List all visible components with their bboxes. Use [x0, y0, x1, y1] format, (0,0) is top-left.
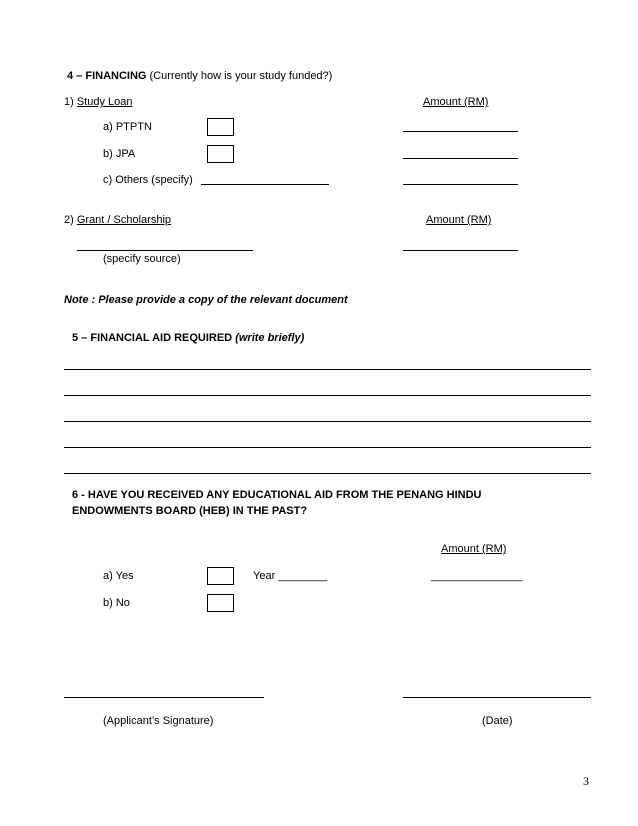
section6-amount-rm-header: Amount (RM) [441, 543, 507, 555]
grant-number: 2) [64, 214, 77, 226]
section4-heading [67, 70, 332, 83]
financial-aid-line-2[interactable] [64, 395, 591, 396]
yes-checkbox[interactable] [207, 567, 234, 585]
grant-source-field[interactable] [77, 250, 253, 251]
others-amount-field[interactable] [403, 184, 518, 185]
relevant-document-note: Note : Please provide a copy of the relevant document [64, 294, 348, 306]
study-loan-number: 1) [64, 96, 77, 108]
ptptn-label: a) PTPTN [103, 121, 152, 133]
financial-aid-line-4[interactable] [64, 447, 591, 448]
amount-rm-header-2: Amount (RM) [426, 214, 492, 226]
date-label: (Date) [482, 715, 513, 727]
jpa-checkbox[interactable] [207, 145, 234, 163]
page-number: 3 [583, 774, 589, 788]
no-checkbox[interactable] [207, 594, 234, 612]
financial-aid-line-5[interactable] [64, 473, 591, 474]
financial-aid-line-1[interactable] [64, 369, 591, 370]
study-loan-label [64, 96, 133, 109]
no-label: b) No [103, 597, 130, 609]
others-specify-field[interactable] [201, 184, 329, 185]
section4-subtitle: (Currently how is your study funded?) [146, 70, 333, 82]
section5-title: 5 – FINANCIAL AID REQUIRED [72, 332, 236, 344]
heb-amount-field[interactable]: _______________ [431, 570, 523, 582]
section6-title-line2: ENDOWMENTS BOARD (HEB) IN THE PAST? [72, 505, 308, 517]
ptptn-checkbox[interactable] [207, 118, 234, 136]
ptptn-amount-field[interactable] [403, 131, 518, 132]
date-field[interactable] [403, 697, 591, 698]
jpa-label: b) JPA [103, 148, 136, 160]
section4-title: 4 – FINANCING [67, 70, 147, 82]
others-label: c) Others (specify) [103, 174, 193, 186]
section5-heading [72, 332, 304, 345]
section6-title-line1: 6 - HAVE YOU RECEIVED ANY EDUCATIONAL AID FROM THE PENANG HINDU [72, 489, 482, 501]
financial-aid-line-3[interactable] [64, 421, 591, 422]
amount-rm-header-1: Amount (RM) [423, 96, 489, 108]
grant-amount-field[interactable] [403, 250, 518, 251]
year-field[interactable]: Year ________ [253, 570, 328, 582]
jpa-amount-field[interactable] [403, 158, 518, 159]
grant-label [64, 214, 171, 227]
applicant-signature-label: (Applicant’s Signature) [103, 715, 214, 727]
applicant-signature-field[interactable] [64, 697, 264, 698]
yes-label: a) Yes [103, 570, 134, 582]
study-loan-text: Study Loan [76, 96, 133, 108]
grant-text: Grant / Scholarship [76, 214, 171, 226]
section5-title-italic: (write briefly) [235, 332, 305, 344]
specify-source-label: (specify source) [103, 253, 181, 265]
